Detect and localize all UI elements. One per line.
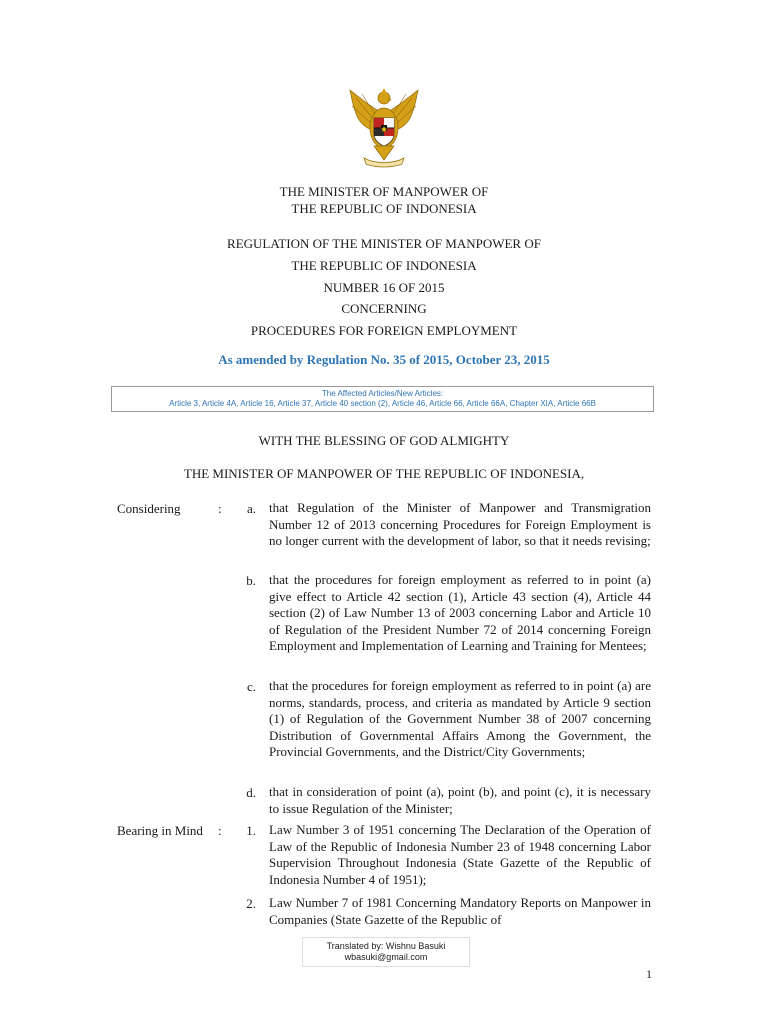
blessing-line: WITH THE BLESSING OF GOD ALMIGHTY xyxy=(258,433,510,448)
minister-header-line1: THE MINISTER OF MANPOWER OF xyxy=(279,184,489,199)
minister-declaration: THE MINISTER OF MANPOWER OF THE REPUBLIC OF INDONESIA, xyxy=(183,466,585,481)
considering-marker-b: b. xyxy=(246,573,256,588)
bearing-in-mind-label: Bearing in Mind xyxy=(117,823,203,838)
bearing-in-mind-colon: : xyxy=(218,823,222,838)
considering-item-b: that the procedures for foreign employment as referred to in point (a) give effect to Article 42 section (1), Article 43 section (4), Article 44 section (2) of Law Number 13 of 2003 concerning Labor and Article 10 of Regulation of the President Number 72 of 2014 concerning Foreign Employment and Implementation of Learning and Training for Mentees; xyxy=(269,572,651,654)
considering-marker-a: a. xyxy=(246,501,256,516)
considering-item-c: that the procedures for foreign employment as referred to in point (a) are norms, standards, process, and criteria as mandated by Article 9 section (1) of Regulation of the Government Number 38 of 2007 concerning Distribution of Governmental Affairs Among the Government, the Provincial Governments, and the District/City Governments; xyxy=(269,678,651,760)
regulation-title-line1: REGULATION OF THE MINISTER OF MANPOWER OF xyxy=(227,236,541,251)
bearing-marker-1: 1. xyxy=(246,823,256,838)
affected-articles-heading: The Affected Articles/New Articles: xyxy=(321,389,444,398)
affected-articles-box xyxy=(111,386,654,412)
considering-label: Considering xyxy=(117,501,181,516)
minister-header-line2: THE REPUBLIC OF INDONESIA xyxy=(291,201,477,216)
considering-marker-d: d. xyxy=(246,785,256,800)
considering-item-d: that in consideration of point (a), point (b), and point (c), it is necessary to issue Regulation of the Minister; xyxy=(269,784,651,816)
regulation-number: NUMBER 16 OF 2015 xyxy=(323,280,445,295)
affected-articles-list: Article 3, Article 4A, Article 16, Article 37, Article 40 section (2), Article 46, Article 66, Article 66A, Chapter XIA, Article 66B xyxy=(169,399,596,408)
bearing-item-1: Law Number 3 of 1951 concerning The Declaration of the Operation of Law of the Republic of Indonesia Number 23 of 1948 concerning Labor Supervision Throughout Indonesia (State Gazette of the Republic of Indonesia Number 4 of 1951); xyxy=(269,822,651,887)
bearing-item-2: Law Number 7 of 1981 Concerning Mandatory Reports on Manpower in Companies (State Gazette of the Republic of xyxy=(269,895,651,927)
considering-marker-c: c. xyxy=(246,679,256,694)
page-number: 1 xyxy=(646,967,652,981)
regulation-title-line2: THE REPUBLIC OF INDONESIA xyxy=(291,258,477,273)
considering-item-a: that Regulation of the Minister of Manpower and Transmigration Number 12 of 2013 concerning Procedures for Foreign Employment is no longer current with the development of labor, so that it needs revising; xyxy=(269,500,651,549)
amendment-note: As amended by Regulation No. 35 of 2015, October 23, 2015 xyxy=(218,352,550,367)
translator-name: Translated by: Wishnu Basuki xyxy=(326,941,446,951)
garuda-emblem-icon xyxy=(344,84,424,170)
translator-email: wbasuki@gmail.com xyxy=(344,952,428,962)
regulation-concerning: CONCERNING xyxy=(341,301,427,316)
considering-colon: : xyxy=(218,501,222,516)
bearing-marker-2: 2. xyxy=(246,896,256,911)
regulation-subject: PROCEDURES FOR FOREIGN EMPLOYMENT xyxy=(250,323,518,338)
translator-footer xyxy=(302,937,470,967)
